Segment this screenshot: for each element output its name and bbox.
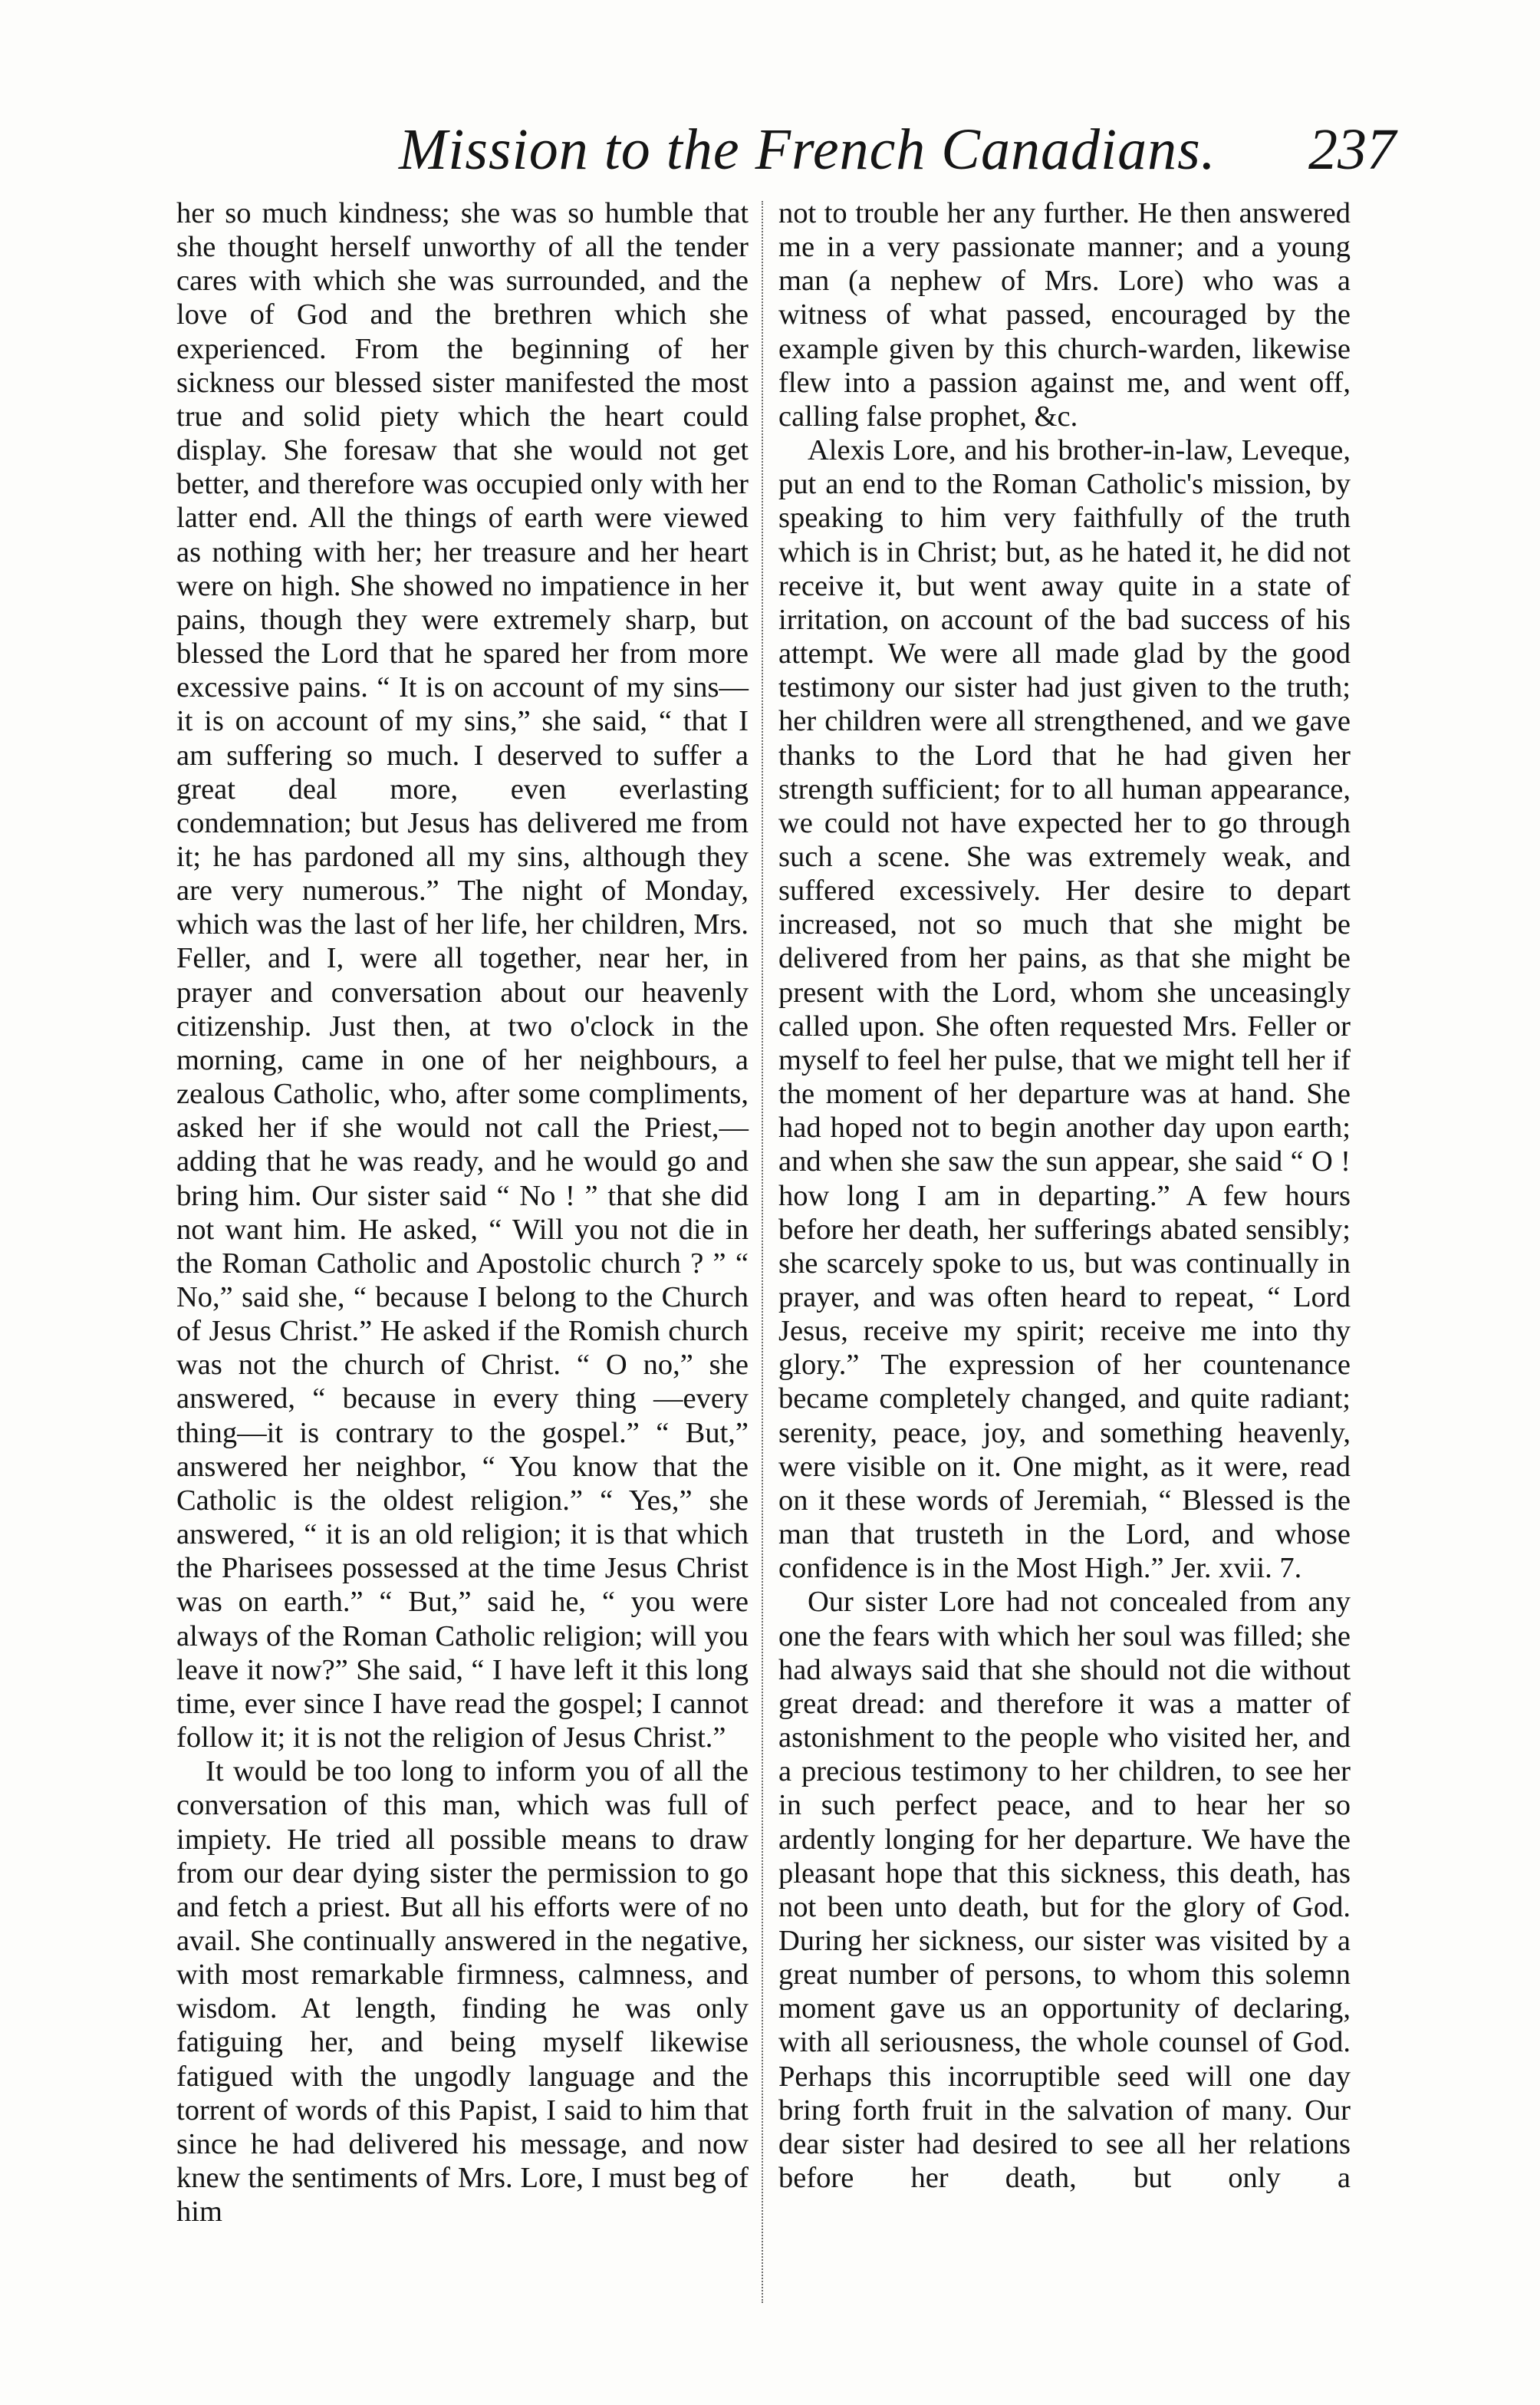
paragraph: Alexis Lore, and his brother-in-law, Leveque, put an end to the Roman Catholic's mission, by speaking to him very faithfully of the truth which is in Christ; but, as he hated it, he did not receive it, but went away quite in a state of irritation, on account of the bad success of his attempt. We were all made glad by the good testimony our sister had just given to the truth; her children were all strengthened, and we gave thanks to the Lord that he had given her strength sufficient; for to all human appearance, we could not have expected her to go through such a scene. She was extremely weak, and suffered excessively. Her desire to depart increased, not so much that she might be delivered from her pains, as that she might be present with the Lord, whom she unceasingly called upon. She often requested Mrs. Feller or myself to feel her pulse, that we might tell her if the moment of her departure was at hand. She had hoped not to begin another day upon earth; and when she saw the sun appear, she said “ O ! how long I am in departing.” A few hours before her death, her sufferings abated sensibly; she scarcely spoke to us, but was continually in prayer, and was often heard to repeat, “ Lord Jesus, receive my spirit; receive me into thy glory.” The expression of her countenance became completely changed, and quite radiant; serenity, peace, joy, and something heavenly, were visible on it. One might, as it were, read on it these words of Jeremiah, “ Blessed is the man that trusteth in the Lord, and whose confidence is in the Most High.” Jer. xvii. 7. xyxy=(778,434,1351,1585)
page-number: 237 xyxy=(1308,117,1396,182)
running-title: Mission to the French Canadians. xyxy=(399,117,1216,182)
paragraph: Our sister Lore had not concealed from any one the fears with which her soul was filled; she had always said that she should not die without great dread: and therefore it was a matter of astonishment to the people who visited her, and a precious testimony to her children, to see her in such perfect peace, and to hear her so ardently longing for her departure. We have the pleasant hope that this sickness, this death, has not been unto death, but for the glory of God. During her sickness, our sister was visited by a great number of persons, to whom this solemn moment gave us an opportunity of declaring, with all seriousness, the whole counsel of God. Perhaps this incorruptible seed will one day bring forth fruit in the salvation of many. Our dear sister had desired to see all her relations before her death, but only a xyxy=(778,1586,1351,2195)
paragraph: her so much kindness; she was so humble that she thought herself unworthy of all the tender cares with which she was surrounded, and the love of God and the brethren which she experienced. From the beginning of her sickness our blessed sister manifested the most true and solid piety which the heart could display. She foresaw that she would not get better, and therefore was occupied only with her latter end. All the things of earth were viewed as nothing with her; her treasure and her heart were on high. She showed no impatience in her pains, though they were extremely sharp, but blessed the Lord that he spared her from more excessive pains. “ It is on account of my sins—it is on account of my sins,” she said, “ that I am suffering so much. I deserved to suffer a great deal more, even everlasting condemnation; but Jesus has delivered me from it; he has pardoned all my sins, although they are very numerous.” The night of Monday, which was the last of her life, her children, Mrs. Feller, and I, were all together, near her, in prayer and conversation about our heavenly citizenship. Just then, at two o'clock in the morning, came in one of her neighbours, a zealous Catholic, who, after some compliments, asked her if she would not call the Priest,—adding that he was ready, and he would go and bring him. Our sister said “ No ! ” that she did not want him. He asked, “ Will you not die in the Roman Catholic and Apostolic church ? ” “ No,” said she, “ because I belong to the Church of Jesus Christ.” He asked if the Romish church was not the church of Christ. “ O no,” she answered, “ because in every thing —every thing—it is contrary to the gospel.” “ But,” answered her neighbor, “ You know that the Catholic is the oldest religion.” “ Yes,” she answered, “ it is an old religion; it is that which the Pharisees possessed at the time Jesus Christ was on earth.” “ But,” said he, “ you were always of the Roman Catholic religion; will you leave it now?” She said, “ I have left it this long time, ever since I have read the gospel; I cannot follow it; it is not the religion of Jesus Christ.” xyxy=(176,197,749,1754)
paragraph: not to trouble her any further. He then answered me in a very passionate manner; and a young man (a nephew of Mrs. Lore) who was a witness of what passed, encouraged by the example given by this church-warden, likewise flew into a passion against me, and went off, calling false prophet, &c. xyxy=(778,197,1351,433)
running-head xyxy=(169,115,1396,184)
paragraph: It would be too long to inform you of all the conversation of this man, which was full of impiety. He tried all possible means to draw from our dear dying sister the permission to go and fetch a priest. But all his efforts were of no avail. She continually answered in the negative, with most remarkable firmness, calmness, and wisdom. At length, finding he was only fatiguing her, and being myself likewise fatigued with the ungodly language and the torrent of words of this Papist, I said to him that since he had delivered his message, and now knew the sentiments of Mrs. Lore, I must beg of him xyxy=(176,1755,749,2229)
left-column xyxy=(176,196,749,2229)
column-divider xyxy=(762,201,765,2303)
right-column xyxy=(778,196,1351,2195)
